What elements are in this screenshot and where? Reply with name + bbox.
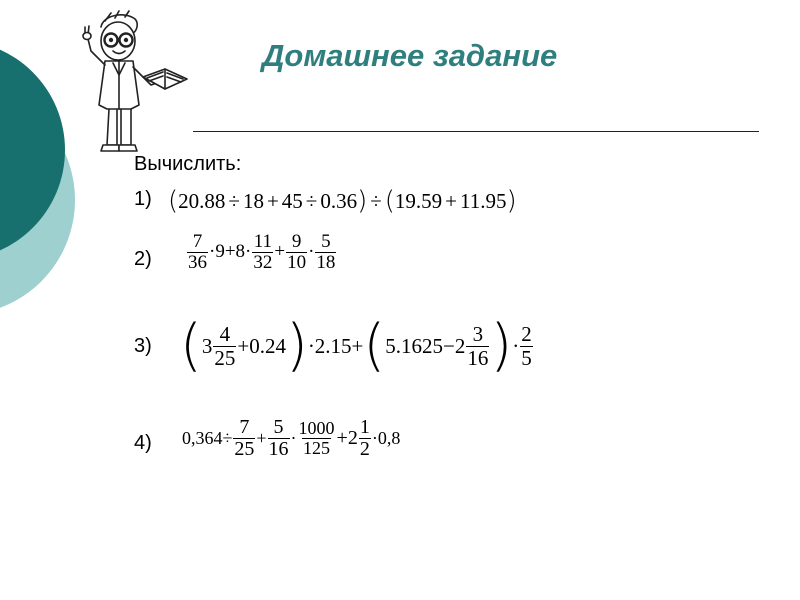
operator: ÷ — [228, 188, 240, 213]
open-paren: ( — [180, 313, 202, 378]
open-paren: ( — [384, 186, 395, 216]
open-paren: ( — [363, 313, 386, 378]
term: · — [512, 333, 520, 358]
fraction — [298, 419, 336, 458]
term: 0.36 — [320, 188, 358, 213]
term: +2 — [336, 427, 358, 449]
numerator: 11 — [253, 231, 273, 252]
fraction — [233, 417, 255, 460]
task-2-expression — [186, 232, 337, 273]
numerator: 3 — [472, 322, 484, 347]
task-1-expression — [168, 186, 517, 216]
fraction — [466, 323, 489, 368]
denominator: 25 — [234, 438, 255, 460]
term: ·2.15+ — [307, 333, 364, 358]
denominator: 2 — [359, 438, 370, 460]
fraction — [252, 232, 273, 273]
fraction — [268, 417, 290, 460]
fraction — [315, 232, 336, 273]
fraction — [213, 323, 236, 368]
intro-label: Вычислить: — [134, 153, 242, 175]
term: 5.1625−2 — [385, 333, 466, 358]
close-paren: ) — [506, 186, 517, 216]
numerator: 5 — [273, 416, 284, 438]
term: + — [274, 241, 286, 263]
term: 11.95 — [460, 188, 507, 213]
denominator: 125 — [303, 438, 331, 458]
term: +0.24 — [237, 333, 286, 358]
denominator: 5 — [521, 345, 532, 370]
numerator: 9 — [291, 231, 302, 252]
term: 0,364÷ — [182, 428, 233, 448]
denominator: 16 — [268, 438, 289, 460]
numerator: 5 — [321, 231, 331, 252]
numerator: 4 — [219, 322, 231, 347]
operator: + — [445, 188, 457, 213]
term: 18 — [242, 188, 264, 213]
term: 3 — [201, 333, 213, 358]
term: ·0,8 — [371, 428, 401, 448]
term: · — [290, 428, 297, 448]
close-paren: ) — [357, 186, 368, 216]
denominator: 16 — [467, 345, 489, 370]
term: 19.59 — [394, 188, 443, 213]
operator: ÷ — [370, 188, 382, 213]
close-paren: ) — [490, 313, 513, 378]
denominator: 32 — [253, 251, 273, 273]
term: · — [308, 241, 315, 263]
numerator: 1 — [359, 416, 370, 438]
task-3-expression — [180, 313, 534, 378]
denominator: 25 — [214, 345, 236, 370]
numerator: 7 — [192, 231, 203, 252]
task-4-label: 4) — [134, 432, 152, 454]
open-paren: ( — [168, 186, 179, 216]
numerator: 2 — [521, 322, 532, 347]
slide-title: Домашнее задание — [262, 38, 558, 73]
close-paren: ) — [285, 313, 308, 378]
task-2-label: 2) — [134, 248, 152, 270]
term: 45 — [281, 188, 303, 213]
denominator: 36 — [188, 251, 207, 273]
term: ·9+8· — [209, 241, 252, 263]
fraction — [187, 232, 208, 273]
title-underline — [193, 131, 759, 132]
task-3-label: 3) — [134, 335, 152, 357]
fraction — [520, 323, 533, 368]
operator: + — [266, 188, 279, 213]
denominator: 10 — [287, 251, 307, 273]
numerator: 1000 — [298, 418, 335, 439]
numerator: 7 — [239, 416, 250, 438]
operator: ÷ — [305, 188, 318, 213]
task-4-expression — [182, 417, 400, 460]
term: 20.88 — [178, 188, 226, 213]
task-1-label: 1) — [134, 188, 152, 210]
teacher-with-book-icon — [73, 5, 193, 170]
denominator: 18 — [316, 251, 336, 273]
term: + — [256, 428, 267, 448]
fraction — [359, 417, 371, 460]
fraction — [286, 232, 307, 273]
